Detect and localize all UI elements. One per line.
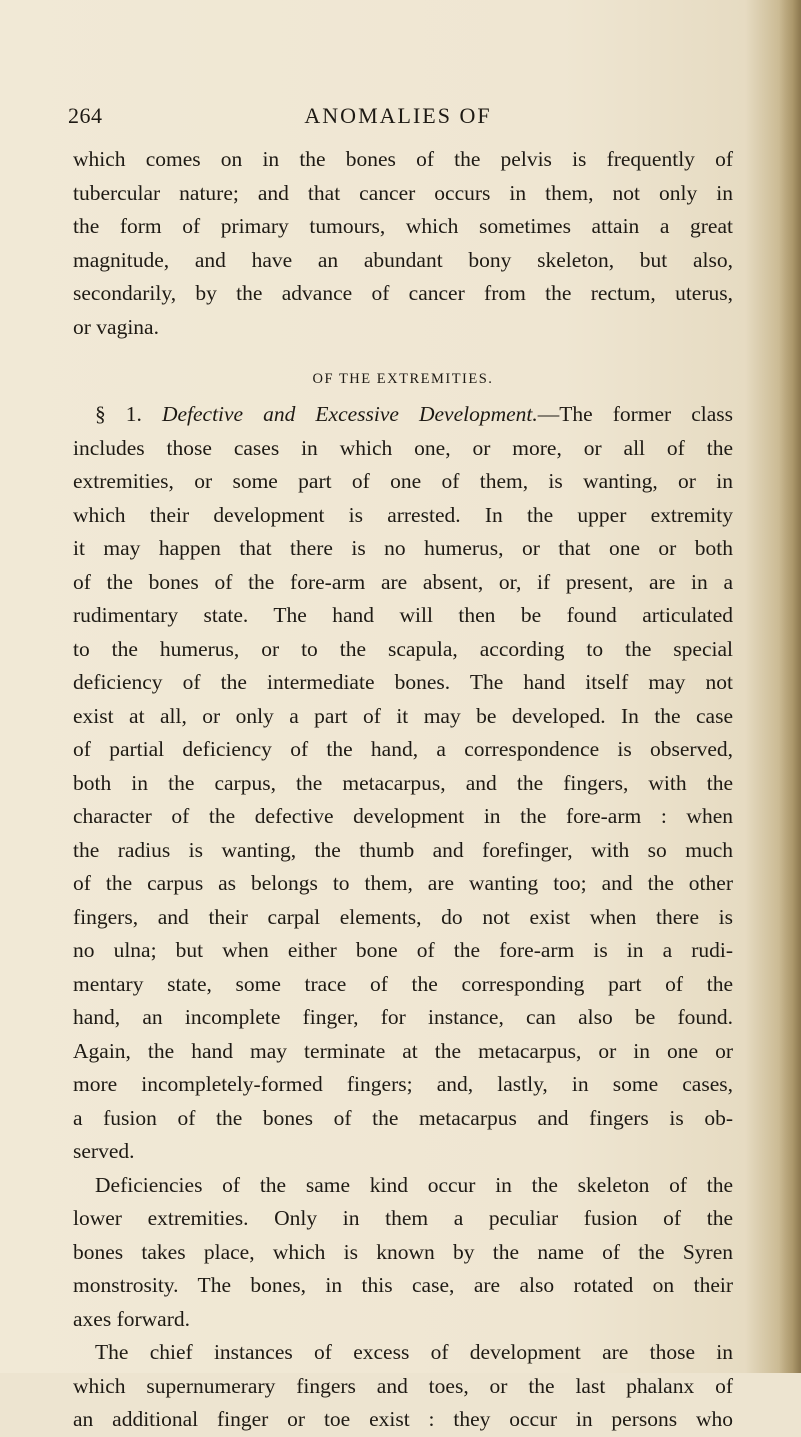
text-line: an additional finger or toe exist : they occur in persons who xyxy=(73,1407,733,1431)
text-line: bones takes place, which is known by the name of the Syren xyxy=(73,1239,733,1264)
text-line: which supernumerary fingers and toes, or the last phalanx of xyxy=(73,1373,733,1398)
text-line: a fusion of the bones of the metacarpus and fingers is ob- xyxy=(73,1105,733,1130)
text-line: rudimentary state. The hand will then be found articulated xyxy=(73,603,733,627)
text-line: of the carpus as belongs to them, are wanting too; and the other xyxy=(73,871,733,895)
continuation-paragraph xyxy=(73,143,733,344)
text-line: both in the carpus, the metacarpus, and the fingers, with the xyxy=(73,770,733,795)
text-line: secondarily, by the advance of cancer from the rectum, uterus, xyxy=(73,281,733,305)
text-line: no ulna; but when either bone of the fore-arm is in a rudi- xyxy=(73,938,733,962)
text-line: served. xyxy=(73,1139,135,1163)
running-head: ANOMALIES OF xyxy=(304,103,492,128)
text-line: Deficiencies of the same kind occur in the skeleton of the xyxy=(95,1172,733,1197)
text-line: fingers, and their carpal elements, do not exist when there is xyxy=(73,904,733,929)
text-line: of the bones of the fore-arm are absent, or, if present, are in a xyxy=(73,569,733,594)
section-heading: OF THE EXTREMITIES. xyxy=(312,371,494,387)
text-line: magnitude, and have an abundant bony skeleton, but also, xyxy=(73,247,733,272)
text-line: of partial deficiency of the hand, a correspondence is observed, xyxy=(73,737,733,761)
text-line: it may happen that there is no humerus, or that one or both xyxy=(73,536,733,560)
section-title: Defective and Excessive Development. xyxy=(161,402,538,426)
text-line: hand, an incomplete finger, for instance, can also be found. xyxy=(73,1005,733,1029)
text-line: deficiency of the intermediate bones. The hand itself may not xyxy=(73,670,733,694)
text-line: extremities, or some part of one of them, is wanting, or in xyxy=(73,469,733,493)
section-mark: § 1. xyxy=(95,402,142,426)
text-line: axes forward. xyxy=(73,1306,191,1331)
text-line: the radius is wanting, the thumb and forefinger, with so much xyxy=(73,837,733,862)
text-line: or vagina. xyxy=(73,314,159,339)
text-line: which their development is arrested. In the upper extremity xyxy=(73,502,733,527)
text-line: to the humerus, or to the scapula, according to the special xyxy=(73,636,733,661)
page-edge-shadow xyxy=(779,0,801,1373)
text-line: tubercular nature; and that cancer occurs in them, not only in xyxy=(73,180,733,205)
text-line: more incompletely-formed fingers; and, lastly, in some cases, xyxy=(73,1072,733,1096)
page-number: 264 xyxy=(68,103,103,128)
text-line: the form of primary tumours, which sometimes attain a great xyxy=(73,214,733,238)
page-header xyxy=(68,103,728,133)
text-line: which comes on in the bones of the pelvis is frequently of xyxy=(73,147,733,171)
text-line: character of the defective development in the fore-arm : when xyxy=(73,804,733,828)
text-run: —The former class xyxy=(537,402,734,426)
body-text xyxy=(73,398,733,1437)
text-line: Again, the hand may terminate at the metacarpus, or in one or xyxy=(73,1038,733,1063)
text-line: exist at all, or only a part of it may be developed. In the case xyxy=(73,703,733,728)
text-line: includes those cases in which one, or more, or all of the xyxy=(73,435,733,460)
text-line: mentary state, some trace of the corresponding part of the xyxy=(73,971,733,996)
text-line: The chief instances of excess of development are those in xyxy=(95,1340,733,1364)
text-line: monstrosity. The bones, in this case, are also rotated on their xyxy=(73,1273,733,1297)
text-line: lower extremities. Only in them a peculiar fusion of the xyxy=(73,1206,733,1230)
paragraph-first-line xyxy=(73,398,733,432)
